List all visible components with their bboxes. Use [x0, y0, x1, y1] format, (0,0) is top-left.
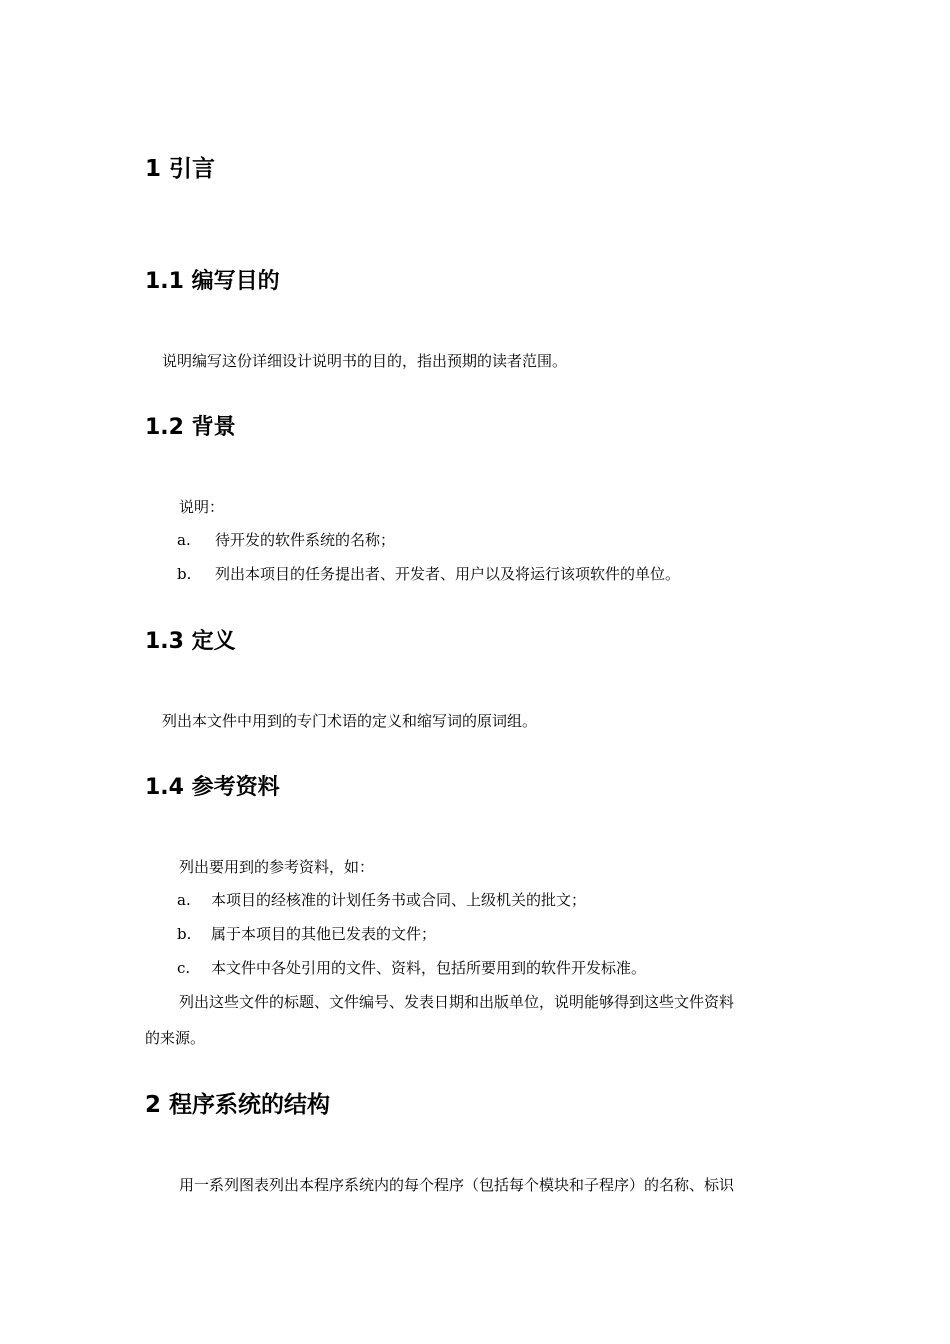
list-marker: b.	[177, 925, 192, 943]
list-marker: a.	[177, 531, 191, 549]
list-item-text: 属于本项目的其他已发表的文件；	[211, 925, 437, 943]
background-item-b	[177, 563, 680, 585]
background-intro: 说明：	[179, 498, 225, 516]
references-item-a	[177, 889, 586, 911]
references-item-c	[177, 957, 646, 979]
heading-1-1-purpose: 1.1 编写目的	[145, 269, 280, 294]
list-item-text: 本文件中各处引用的文件、资料，包括所要用到的软件开发标准。	[211, 959, 647, 977]
background-item-a	[177, 529, 395, 551]
heading-1-3-definitions: 1.3 定义	[145, 629, 236, 654]
list-item-text: 本项目的经核准的计划任务书或合同、上级机关的批文；	[211, 891, 587, 909]
heading-1-2-background: 1.2 背景	[145, 415, 236, 440]
references-intro: 列出要用到的参考资料，如：	[179, 858, 375, 876]
list-item-text: 列出本项目的任务提出者、开发者、用户以及将运行该项软件的单位。	[215, 565, 681, 583]
list-item-text: 待开发的软件系统的名称；	[215, 531, 396, 549]
definitions-paragraph: 列出本文件中用到的专门术语的定义和缩写词的原词组。	[162, 712, 538, 730]
list-marker: c.	[177, 959, 191, 977]
references-outro-line-2: 的来源。	[145, 1029, 206, 1047]
heading-2-program-structure: 2 程序系统的结构	[145, 1092, 331, 1118]
references-outro-line-1: 列出这些文件的标题、文件编号、发表日期和出版单位，说明能够得到这些文件资料	[179, 993, 735, 1011]
heading-1-4-references: 1.4 参考资料	[145, 775, 280, 800]
program-structure-paragraph: 用一系列图表列出本程序系统内的每个程序（包括每个模块和子程序）的名称、标识	[179, 1176, 735, 1194]
purpose-paragraph: 说明编写这份详细设计说明书的目的，指出预期的读者范围。	[162, 352, 568, 370]
list-marker: b.	[177, 565, 192, 583]
heading-1-introduction: 1 引言	[145, 156, 216, 182]
list-marker: a.	[177, 891, 191, 909]
references-item-b	[177, 923, 436, 945]
